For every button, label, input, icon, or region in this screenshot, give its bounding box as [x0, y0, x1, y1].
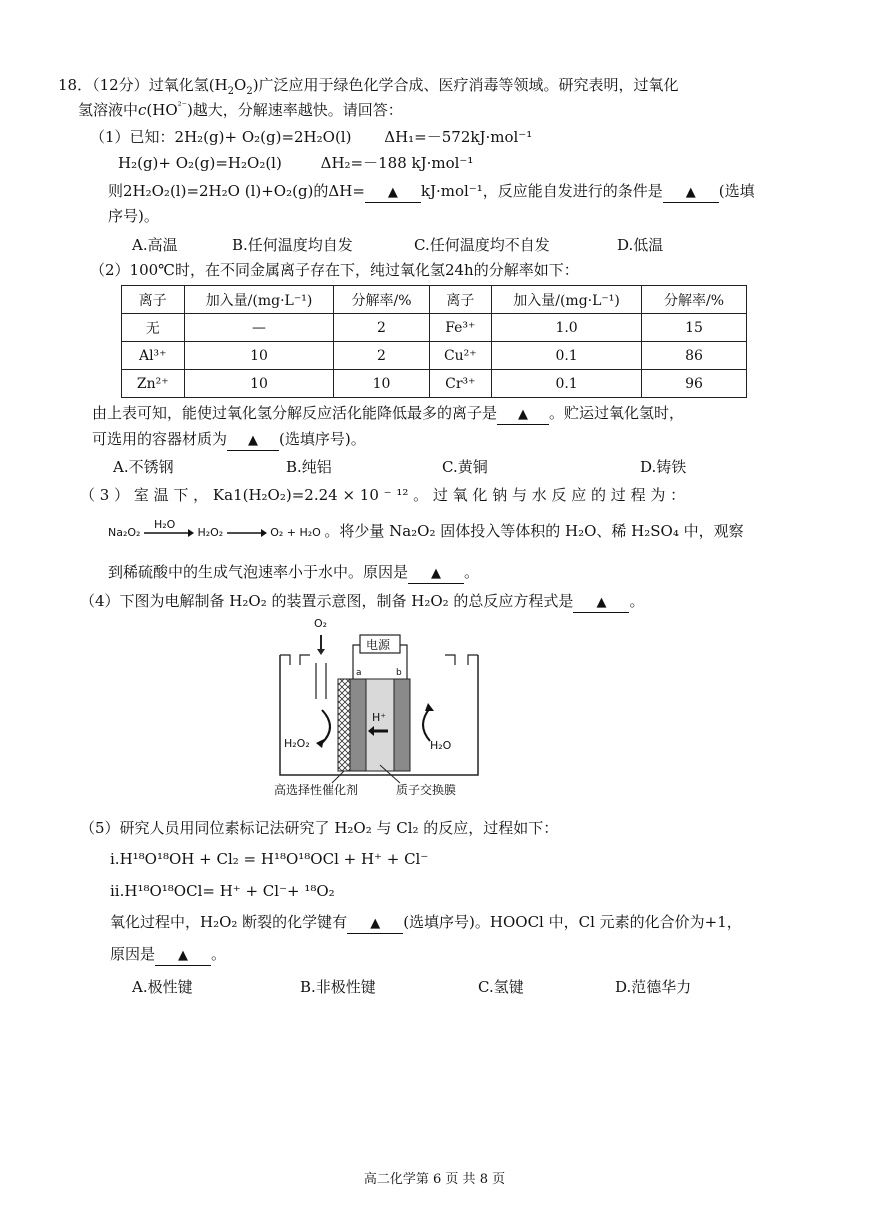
- scheme-reagent: H₂O: [153, 518, 176, 531]
- answer-blank[interactable]: ▲: [227, 432, 279, 451]
- table-header-row: [122, 286, 747, 314]
- part3-line-3: [108, 561, 479, 584]
- part5-question-1: [110, 911, 742, 934]
- question-text: 。: [211, 945, 227, 963]
- part1-equation-1: [90, 126, 532, 148]
- option-b: B.任何温度均自发: [232, 236, 353, 254]
- option-d: D.范德华力: [615, 978, 692, 996]
- table-header: 离子: [429, 286, 492, 314]
- arrow-icon: [227, 528, 267, 538]
- option-d: D.低温: [617, 236, 664, 254]
- intro-text: ²⁻: [177, 101, 187, 112]
- question-number: 18．: [58, 76, 93, 94]
- question-text: 到稀硫酸中的生成气泡速率小于水中。原因是: [108, 563, 409, 581]
- part1-question: [108, 180, 755, 203]
- answer-blank[interactable]: ▲: [408, 565, 464, 584]
- o2-label: O₂: [314, 617, 328, 630]
- question-text: 可选用的容器材质为: [92, 430, 228, 448]
- electrode-b-label: b: [396, 668, 402, 678]
- part2-question-2: [92, 428, 366, 451]
- scheme-intermediate: H₂O₂: [197, 526, 224, 539]
- part2-label: （2）100℃时，在不同金属离子存在下，纯过氧化氢24h的分解率如下：: [90, 261, 579, 279]
- intro-text: 过氧化氢(H: [148, 76, 228, 94]
- h-plus-label: H⁺: [372, 711, 387, 724]
- part1-label: （1）已知：: [90, 128, 175, 146]
- question-text: 原因是: [110, 945, 156, 963]
- table-cell: 10: [184, 370, 334, 398]
- scheme-product: O₂ + H₂O: [270, 526, 321, 539]
- decomposition-table: [121, 285, 747, 398]
- part1-question-cont: [108, 205, 159, 227]
- question-intro-line-2: [78, 99, 403, 121]
- table-cell: 1.0: [492, 314, 642, 342]
- enthalpy: ΔH₂=－188 kJ·mol⁻¹: [320, 154, 474, 172]
- intro-text: 氢溶液中: [78, 101, 139, 119]
- equation: 2H₂(g)+ O₂(g)=2H₂O(l): [174, 128, 352, 146]
- page-footer: 高二化学第 6 页 共 8 页: [363, 1172, 506, 1187]
- table-cell: —: [184, 314, 334, 342]
- electrolysis-diagram: [270, 615, 490, 800]
- option-d: D.铸铁: [640, 458, 687, 476]
- question-text: 。将少量 Na₂O₂ 固体投入等体积的 H₂O、稀 H₂SO₄ 中，观察: [324, 522, 744, 540]
- option-a: A.高温: [132, 236, 178, 254]
- table-cell: 0.1: [492, 342, 642, 370]
- option-c: C.任何温度均不自发: [414, 236, 550, 254]
- table-header: 分解率/%: [334, 286, 429, 314]
- electrode-a-label: a: [356, 668, 362, 678]
- table-header: 加入量/(mg·L⁻¹): [492, 286, 642, 314]
- answer-blank[interactable]: ▲: [573, 594, 629, 613]
- table-header: 分解率/%: [642, 286, 747, 314]
- table-cell: Zn²⁺: [122, 370, 185, 398]
- option-a: A.不锈钢: [113, 458, 174, 476]
- question-text: 氧化过程中，H₂O₂ 断裂的化学键有: [110, 913, 348, 931]
- part4-line: [80, 590, 644, 613]
- table-cell: 0.1: [492, 370, 642, 398]
- table-cell: Cr³⁺: [429, 370, 492, 398]
- question-text: (选填: [718, 182, 755, 200]
- table-cell: 2: [334, 342, 429, 370]
- table-cell: 10: [334, 370, 429, 398]
- part3-line-1: （ 3 ） 室 温 下 ， Ka1(H₂O₂)=2.24 × 10 ⁻ ¹² 。 过 氧 化 钠 与 水 反 应 的 过 程 为 ：: [80, 486, 686, 504]
- table-cell: 86: [642, 342, 747, 370]
- h2o2-label: H₂O₂: [284, 737, 310, 750]
- option-b: B.非极性键: [300, 978, 376, 996]
- membrane-label: 质子交换膜: [396, 783, 457, 797]
- table-cell: Cu²⁺: [429, 342, 492, 370]
- part5-question-2: [110, 943, 226, 966]
- intro-text: )越大，分解速率越快。请回答：: [186, 101, 403, 119]
- part5-step-1: i.H¹⁸O¹⁸OH + Cl₂ = H¹⁸O¹⁸OCl + H⁺ + Cl⁻: [110, 850, 429, 868]
- table-cell: 10: [184, 342, 334, 370]
- question-text: 由上表可知，能使过氧化氢分解反应活化能降低最多的离子是: [92, 404, 498, 422]
- equation: H₂(g)+ O₂(g)=H₂O₂(l): [118, 154, 282, 172]
- question-text: 。: [629, 592, 645, 610]
- part2-question-1: [92, 402, 684, 425]
- question-text: 。贮运过氧化氢时，: [549, 404, 685, 422]
- table-row: [122, 370, 747, 398]
- reaction-scheme: [108, 518, 324, 539]
- enthalpy: ΔH₁=－572kJ·mol⁻¹: [384, 128, 533, 146]
- question-text: 序号)。: [108, 207, 159, 225]
- table-row: [122, 342, 747, 370]
- table-cell: 无: [122, 314, 185, 342]
- question-text: (选填序号)。: [279, 430, 366, 448]
- table-cell: Fe³⁺: [429, 314, 492, 342]
- table-cell: 15: [642, 314, 747, 342]
- intro-text: O: [234, 76, 247, 94]
- scheme-arrow: [144, 518, 194, 538]
- answer-blank[interactable]: ▲: [663, 184, 719, 203]
- arrow-icon: [144, 528, 194, 538]
- part3-line-2: [108, 520, 744, 544]
- question-text: (选填序号)。HOOCl 中，Cl 元素的化合价为+1，: [403, 913, 742, 931]
- intro-text: )广泛应用于绿色化学合成、医疗消毒等领域。研究表明，过氧化: [252, 76, 679, 94]
- question-text: kJ·mol⁻¹，反应能自发进行的条件是: [420, 182, 663, 200]
- option-b: B.纯铝: [286, 458, 332, 476]
- table-header: 加入量/(mg·L⁻¹): [184, 286, 334, 314]
- part5-label: （5）研究人员用同位素标记法研究了 H₂O₂ 与 Cl₂ 的反应，过程如下：: [80, 819, 559, 837]
- power-supply-label: 电源: [366, 638, 391, 652]
- table-cell: 2: [334, 314, 429, 342]
- question-text: （4）下图为电解制备 H₂O₂ 的装置示意图，制备 H₂O₂ 的总反应方程式是: [80, 592, 574, 610]
- question-text: 则2H₂O₂(l)=2H₂O (l)+O₂(g)的ΔH=: [108, 182, 365, 200]
- scheme-reactant: Na₂O₂: [108, 526, 141, 539]
- table-cell: 96: [642, 370, 747, 398]
- answer-blank[interactable]: ▲: [155, 947, 211, 966]
- answer-blank[interactable]: ▲: [497, 406, 549, 425]
- answer-blank[interactable]: ▲: [365, 184, 421, 203]
- question-intro-line-1: 18．（12分）过氧化氢$(H_2O_2)$广泛应用于绿色化学合成、医疗消毒等领域。研究表明，过氧化: [58, 76, 679, 97]
- intro-text: (HO: [146, 101, 178, 119]
- catalyst-label: 高选择性催化剂: [274, 783, 359, 797]
- option-c: C.黄铜: [442, 458, 488, 476]
- part5-step-2: ii.H¹⁸O¹⁸OCl= H⁺ + Cl⁻+ ¹⁸O₂: [110, 882, 335, 900]
- option-a: A.极性键: [132, 978, 193, 996]
- part1-equation-2: [118, 152, 473, 174]
- option-c: C.氢键: [478, 978, 524, 996]
- question-score: （12分）: [92, 76, 149, 94]
- answer-blank[interactable]: ▲: [347, 915, 403, 934]
- table-row: [122, 314, 747, 342]
- table-header: 离子: [122, 286, 185, 314]
- intro-text: c: [138, 101, 147, 119]
- question-text: 。: [464, 563, 480, 581]
- h2o-label: H₂O: [430, 739, 452, 752]
- table-cell: Al³⁺: [122, 342, 185, 370]
